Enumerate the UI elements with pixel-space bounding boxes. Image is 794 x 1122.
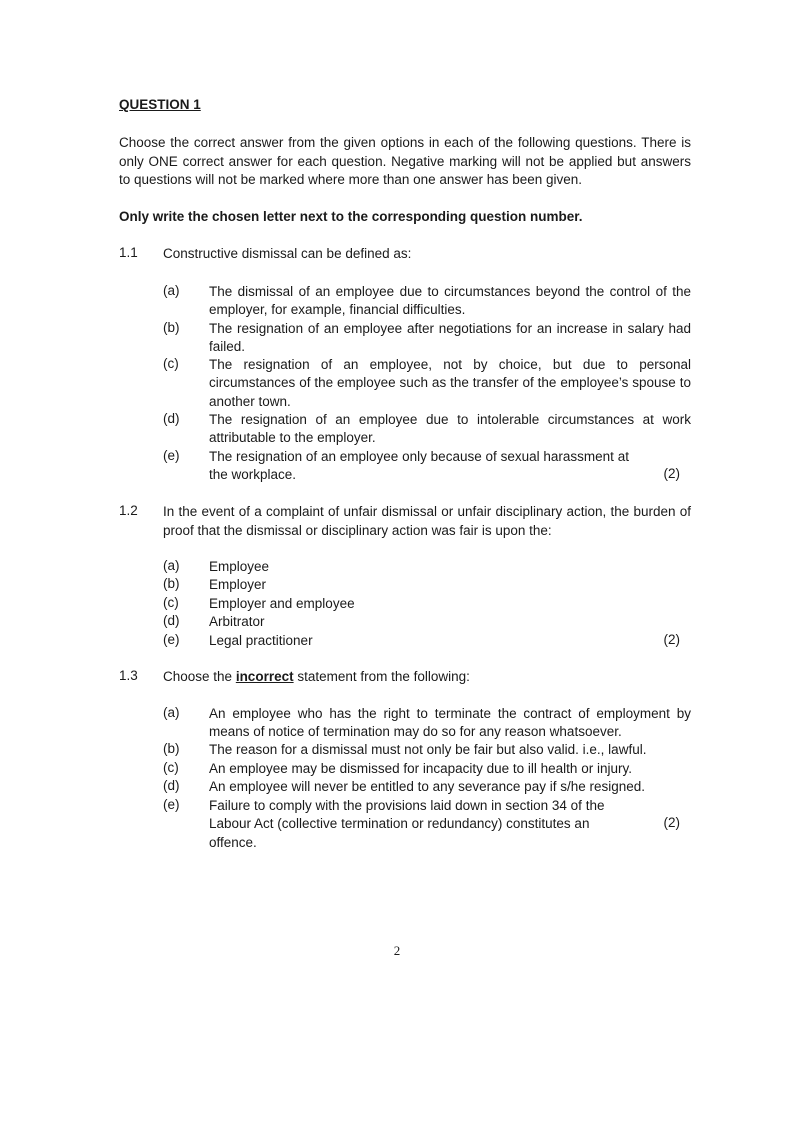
option-text: The reason for a dismissal must not only be fair but also valid. i.e., lawful.: [209, 742, 647, 757]
option-letter: (c): [163, 595, 179, 610]
marks-label: (2): [663, 632, 680, 647]
option-letter: (a): [163, 558, 180, 573]
intro-paragraph: Choose the correct answer from the given options in each of the following questions. There is only ONE correct answer for each question. Negative marking will not be applied but answers to questions will not be marked where more than one answer has been given.: [119, 135, 691, 187]
option-letter: (b): [163, 320, 180, 335]
option-letter: (c): [163, 760, 179, 775]
option-text: An employee will never be entitled to any severance pay if s/he resigned.: [209, 779, 646, 794]
question-text: In the event of a complaint of unfair dismissal or unfair disciplinary action, the burden of proof that the dismissal or disciplinary action was fair is upon the:: [163, 504, 691, 538]
option-letter: (d): [163, 778, 180, 793]
question-number: 1.3: [119, 668, 138, 683]
option-text: Employee: [209, 559, 270, 574]
option-text: The resignation of an employee, not by choice, but due to personal circumstances of the employee such as the transfer of the employee’s spouse to another town.: [209, 357, 691, 409]
option-text: The resignation of an employee due to intolerable circumstances at work attributable to the employer.: [209, 412, 691, 446]
option-text: The dismissal of an employee due to circumstances beyond the control of the employer, for example, financial difficulties.: [209, 284, 691, 318]
page-number: 2: [393, 943, 401, 958]
answer-instruction: Only write the chosen letter next to the corresponding question number.: [119, 209, 583, 224]
option-letter: (e): [163, 448, 180, 463]
option-text: Legal practitioner: [209, 633, 313, 648]
question-text-emphasis: incorrect: [235, 669, 294, 684]
question-text-after: statement from the following:: [293, 669, 470, 684]
option-letter: (a): [163, 705, 180, 720]
option-letter: (d): [163, 613, 180, 628]
option-letter: (a): [163, 283, 180, 298]
option-text: The resignation of an employee after negotiations for an increase in salary had failed.: [209, 321, 691, 355]
option-text: Failure to comply with the provisions laid down in section 34 of the Labour Act (collective termination or redundancy) constitutes an offence.: [209, 798, 605, 850]
option-text: Employer: [209, 577, 267, 592]
option-letter: (c): [163, 356, 179, 371]
question-number: 1.1: [119, 245, 138, 260]
option-text: Employer and employee: [209, 596, 355, 611]
question-text-before: Choose the: [163, 669, 236, 684]
option-letter: (d): [163, 411, 180, 426]
option-letter: (e): [163, 797, 180, 812]
option-letter: (b): [163, 741, 180, 756]
option-text: The resignation of an employee only because of sexual harassment at the workplace.: [209, 449, 629, 483]
question-number: 1.2: [119, 503, 138, 518]
question-text: [163, 668, 691, 687]
marks-label: (2): [663, 815, 680, 830]
marks-label: (2): [663, 466, 680, 481]
question-heading: QUESTION 1: [119, 97, 201, 112]
option-text: An employee may be dismissed for incapacity due to ill health or injury.: [209, 761, 632, 776]
option-text: An employee who has the right to terminate the contract of employment by means of notice of termination may do so for any reason whatsoever.: [209, 706, 691, 740]
option-letter: (b): [163, 576, 180, 591]
option-text: Arbitrator: [209, 614, 265, 629]
option-letter: (e): [163, 632, 180, 647]
question-text: Constructive dismissal can be defined as:: [163, 246, 412, 261]
